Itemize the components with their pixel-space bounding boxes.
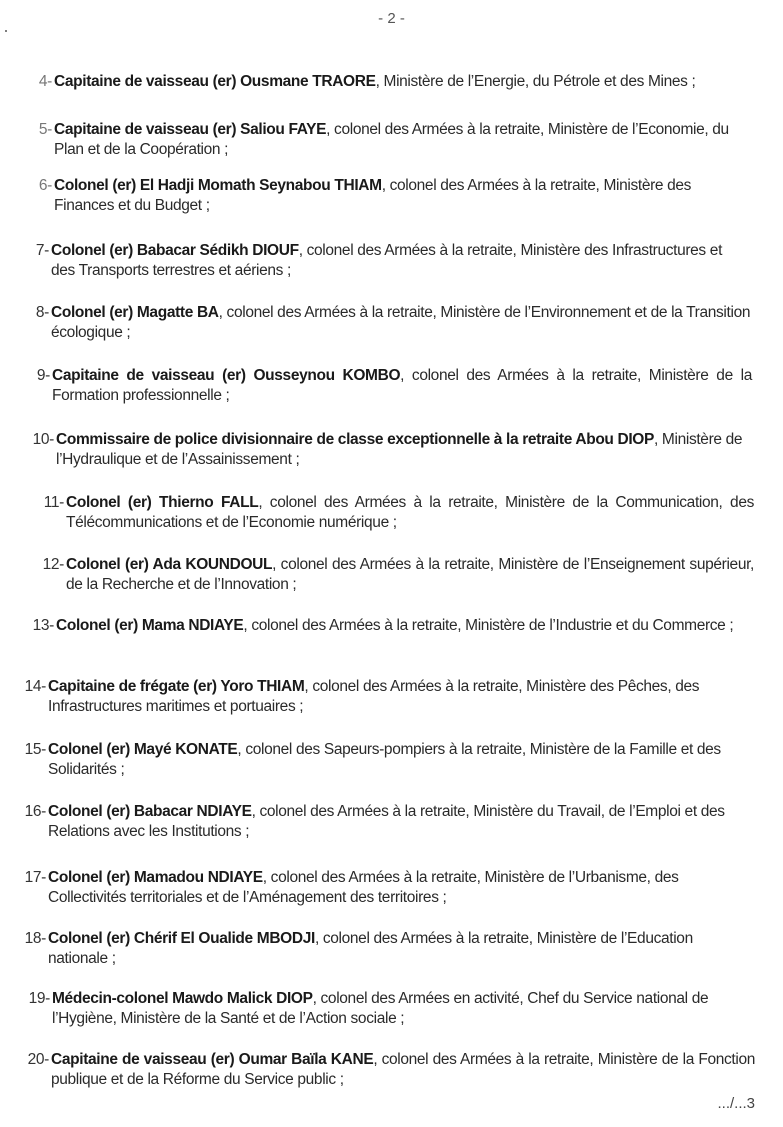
item-number: 11- [43, 494, 64, 511]
item-number: 18- [24, 930, 46, 947]
appointee-details: , colonel des Armées à la retraite, Ministère des Finances et du Budget ; [54, 177, 692, 214]
item-number: 13- [32, 617, 54, 634]
appointee-name: Colonel (er) Chérif El Oualide MBODJI [48, 930, 315, 947]
appointee-details: , colonel des Armées à la retraite, Ministère de l’Education nationale ; [48, 930, 693, 967]
appointee-name: Colonel (er) Mamadou NDIAYE [48, 869, 263, 886]
appointee-name: Colonel (er) El Hadji Momath Seynabou THIAM [54, 177, 382, 194]
appointee-details: , colonel des Armées à la retraite, Ministère des Infrastructures et des Transports terrestres et aériens ; [51, 242, 723, 279]
appointee-name: Colonel (er) Mama NDIAYE [56, 617, 244, 634]
item-number: 19- [28, 990, 50, 1007]
appointee-details: , colonel des Armées à la retraite, Ministère du Travail, de l’Emploi et des Relations avec les Institutions ; [48, 803, 725, 840]
item-number: 20- [27, 1051, 49, 1068]
item-number: 8- [35, 304, 49, 321]
appointee-details: , colonel des Armées à la retraite, Ministère de l’Urbanisme, des Collectivités territoriales et de l’Aménagement des territoires ; [48, 869, 679, 906]
item-number: 14- [24, 678, 46, 695]
item-number: 6- [38, 177, 52, 194]
appointee-name: Capitaine de vaisseau (er) Saliou FAYE [54, 121, 327, 138]
appointee-name: Colonel (er) Thierno FALL [66, 494, 259, 511]
appointee-details: , colonel des Armées à la retraite, Ministère de l’Environnement et de la Transition écologique ; [51, 304, 751, 341]
appointee-name: Commissaire de police divisionnaire de classe exceptionnelle à la retraite Abou DIOP [56, 431, 655, 448]
appointee-details: , colonel des Armées à la retraite, Ministère de l’Enseignement supérieur, de la Recherche et de l’Innovation ; [66, 556, 755, 593]
item-number: 17- [24, 869, 46, 886]
item-number: 10- [32, 431, 54, 448]
scan-speck [5, 30, 7, 32]
item-number: 16- [24, 803, 46, 820]
appointee-details: , colonel des Sapeurs-pompiers à la retraite, Ministère de la Famille et des Solidarités ; [48, 741, 721, 778]
appointee-details: , colonel des Armées à la retraite, Ministère de la Communication, des Télécommunications et de l’Economie numérique ; [66, 494, 754, 531]
appointee-details: , Ministère de l’Energie, du Pétrole et des Mines ; [375, 73, 696, 90]
appointee-name: Médecin-colonel Mawdo Malick DIOP [52, 990, 313, 1007]
appointee-name: Capitaine de vaisseau (er) Ousseynou KOMBO [52, 367, 401, 384]
appointee-name: Capitaine de vaisseau (er) Oumar Baïla KANE [51, 1051, 374, 1068]
appointee-details: , colonel des Armées à la retraite, Ministère de la Formation professionnelle ; [52, 367, 752, 404]
appointee-name: Colonel (er) Magatte BA [51, 304, 219, 321]
continuation-marker: .../...3 [717, 1095, 755, 1112]
item-number: 7- [35, 242, 49, 259]
item-number: 4- [38, 73, 52, 90]
appointee-details: , colonel des Armées en activité, Chef du Service national de l’Hygiène, Ministère de la Santé et de l’Action sociale ; [52, 990, 709, 1027]
appointee-name: Colonel (er) Babacar Sédikh DIOUF [51, 242, 299, 259]
appointee-details: , colonel des Armées à la retraite, Ministère des Pêches, des Infrastructures maritimes et portuaires ; [48, 678, 700, 715]
item-number: 12- [42, 556, 64, 573]
appointee-details: , colonel des Armées à la retraite, Ministère de l’Industrie et du Commerce ; [243, 617, 734, 634]
appointee-name: Colonel (er) Mayé KONATE [48, 741, 238, 758]
appointee-name: Capitaine de vaisseau (er) Ousmane TRAORE [54, 73, 376, 90]
appointee-name: Colonel (er) Ada KOUNDOUL [66, 556, 273, 573]
appointee-details: , colonel des Armées à la retraite, Ministère de l’Economie, du Plan et de la Coopération ; [54, 121, 729, 158]
page-number: - 2 - [378, 10, 405, 27]
item-number: 15- [24, 741, 46, 758]
appointee-details: , Ministère de l’Hydraulique et de l’Assainissement ; [56, 431, 743, 468]
appointee-name: Colonel (er) Babacar NDIAYE [48, 803, 252, 820]
appointee-name: Capitaine de frégate (er) Yoro THIAM [48, 678, 305, 695]
appointee-details: , colonel des Armées à la retraite, Ministère de la Fonction publique et de la Réforme du Service public ; [51, 1051, 755, 1088]
item-number: 9- [36, 367, 50, 384]
item-number: 5- [38, 121, 52, 138]
